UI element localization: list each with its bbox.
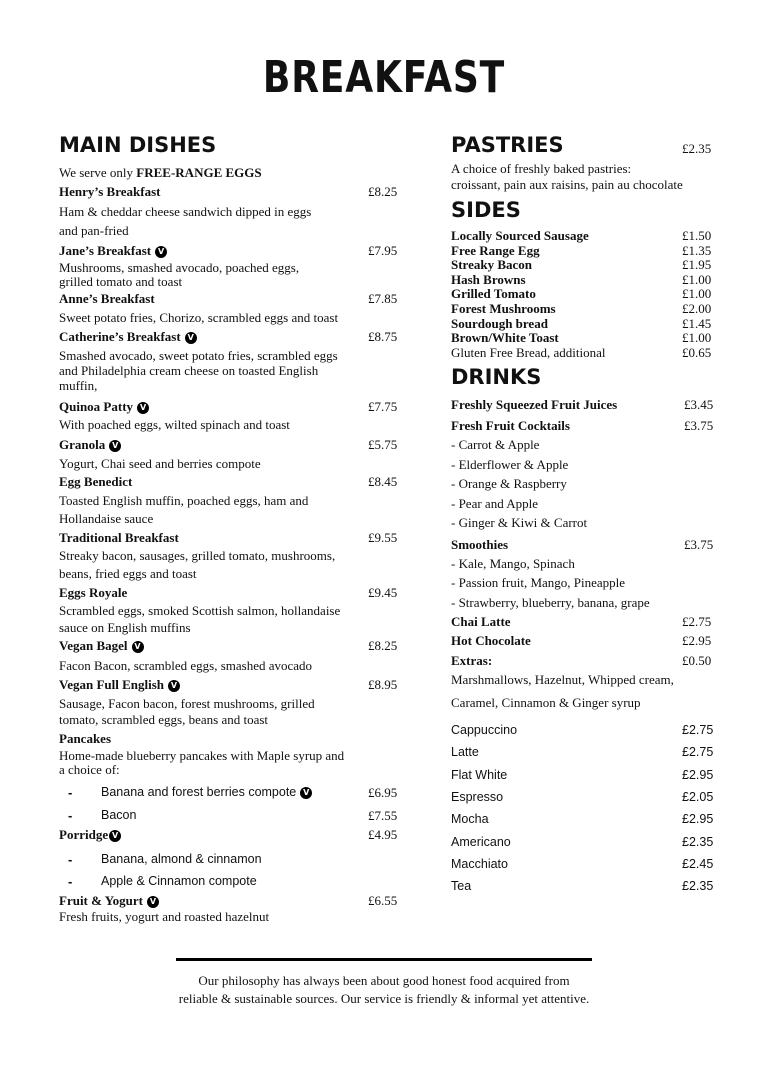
side-item-name: Gluten Free Bread, additional bbox=[451, 344, 606, 360]
vegan-icon: V bbox=[137, 402, 149, 414]
coffee-name: Tea bbox=[451, 879, 472, 894]
menu-item-desc: sauce on English muffins bbox=[59, 620, 191, 635]
menu-item-desc: a choice of: bbox=[59, 762, 120, 777]
drink-price: £2.95 bbox=[682, 633, 712, 648]
side-item-name: Forest Mushrooms bbox=[451, 301, 556, 316]
coffee-price: £2.75 bbox=[682, 745, 714, 760]
drink-price: £3.45 bbox=[684, 397, 714, 412]
side-item-name: Grilled Tomato bbox=[451, 286, 536, 302]
coffee-price: £2.75 bbox=[682, 723, 714, 737]
option-dash: - bbox=[68, 852, 73, 867]
pastries-desc: A choice of freshly baked pastries: bbox=[451, 161, 632, 176]
vegan-icon: V bbox=[109, 830, 121, 842]
menu-item-name: Pancakes bbox=[59, 731, 111, 746]
menu-item-price: £8.25 bbox=[368, 184, 398, 199]
menu-item-name: Catherine’s Breakfast V bbox=[59, 329, 197, 344]
side-item-price: £0.65 bbox=[682, 344, 712, 360]
menu-item-price: £9.55 bbox=[368, 530, 398, 545]
coffee-name: Espresso bbox=[451, 789, 504, 804]
menu-item-name: Anne’s Breakfast bbox=[59, 291, 155, 306]
porridge-option: Banana, almond & cinnamon bbox=[101, 852, 262, 866]
side-item-price: £1.45 bbox=[682, 315, 712, 331]
extras-desc: Marshmallows, Hazelnut, Whipped cream, bbox=[451, 672, 674, 687]
menu-item-name: Fruit & Yogurt V bbox=[59, 893, 159, 908]
drink-name: Hot Chocolate bbox=[451, 633, 531, 648]
menu-item-price: £8.95 bbox=[368, 677, 398, 692]
side-item-name: Locally Sourced Sausage bbox=[451, 228, 589, 243]
menu-item-desc: Sausage, Facon bacon, forest mushrooms, grilled bbox=[59, 696, 315, 711]
menu-item-price: £6.95 bbox=[368, 785, 398, 800]
extras-desc: Caramel, Cinnamon & Ginger syrup bbox=[451, 695, 641, 710]
smoothie-option: - Passion fruit, Mango, Pineapple bbox=[451, 575, 626, 590]
menu-item-desc: Scrambled eggs, smoked Scottish salmon, hollandaise bbox=[59, 603, 341, 618]
menu-item-desc: Mushrooms, smashed avocado, poached eggs, bbox=[59, 260, 300, 275]
footer-line: reliable & sustainable sources. Our service is friendly & informal yet attentive. bbox=[178, 991, 590, 1006]
drink-price: £2.75 bbox=[682, 614, 712, 629]
porridge-option: Apple & Cinnamon compote bbox=[101, 874, 257, 888]
coffee-price: £2.95 bbox=[682, 767, 714, 782]
side-item-price: £1.95 bbox=[682, 257, 712, 273]
coffee-name: Macchiato bbox=[451, 856, 508, 871]
side-item-price: £1.00 bbox=[682, 286, 712, 302]
drink-price: £3.75 bbox=[684, 537, 714, 552]
menu-item-desc: Hollandaise sauce bbox=[59, 511, 154, 526]
vegan-icon: V bbox=[185, 332, 197, 344]
menu-item-name: Jane’s Breakfast V bbox=[59, 243, 167, 258]
free-range-note: We serve only FREE-RANGE EGGS bbox=[59, 165, 262, 180]
menu-item-price: £9.45 bbox=[368, 585, 398, 600]
vegan-icon: V bbox=[300, 787, 312, 799]
side-item-name: Hash Browns bbox=[451, 271, 526, 287]
side-item-name: Free Range Egg bbox=[451, 242, 540, 258]
menu-item-name: Vegan Bagel V bbox=[59, 638, 144, 653]
menu-item-price: £7.55 bbox=[368, 808, 398, 823]
vegan-icon: V bbox=[147, 896, 159, 908]
menu-item-desc: Ham & cheddar cheese sandwich dipped in eggs bbox=[59, 204, 312, 219]
side-item-name: Sourdough bread bbox=[451, 315, 548, 331]
menu-item-price: £7.85 bbox=[368, 291, 398, 306]
drink-name: Extras: bbox=[451, 653, 493, 668]
menu-item-desc: beans, fried eggs and toast bbox=[59, 566, 197, 581]
side-item-name: Brown/White Toast bbox=[451, 330, 559, 346]
coffee-price: £2.35 bbox=[682, 879, 714, 894]
menu-item-name: Traditional Breakfast bbox=[59, 530, 179, 545]
vegan-icon: V bbox=[168, 680, 180, 692]
pastries-heading: PASTRIES bbox=[451, 133, 564, 157]
menu-item-desc: With poached eggs, wilted spinach and toast bbox=[59, 417, 290, 432]
menu-item-desc: tomato, scrambled eggs, beans and toast bbox=[59, 712, 269, 727]
menu-item-desc: grilled tomato and toast bbox=[59, 274, 183, 289]
menu-item-price: £8.45 bbox=[368, 474, 398, 489]
side-item-price: £1.50 bbox=[682, 228, 712, 243]
menu-item-desc: and Philadelphia cream cheese on toasted English bbox=[59, 363, 319, 378]
menu-item-desc: Streaky bacon, sausages, grilled tomato, mushrooms, bbox=[59, 548, 336, 563]
menu-item-price: £8.25 bbox=[368, 638, 398, 653]
drinks-heading: DRINKS bbox=[451, 365, 542, 389]
menu-item-desc: Fresh fruits, yogurt and roasted hazelnut bbox=[59, 909, 270, 924]
option-dash: - bbox=[68, 785, 73, 800]
side-item-name: Streaky Bacon bbox=[451, 257, 533, 273]
drink-name: Freshly Squeezed Fruit Juices bbox=[451, 397, 618, 412]
menu-item-name: Porridge V bbox=[59, 827, 121, 842]
option-dash: - bbox=[68, 874, 73, 889]
menu-item-price: £7.95 bbox=[368, 243, 398, 258]
menu-item-desc: Home-made blueberry pancakes with Maple syrup and bbox=[59, 748, 345, 763]
menu-item-desc: Yogurt, Chai seed and berries compote bbox=[59, 456, 261, 471]
coffee-name: Flat White bbox=[451, 767, 508, 782]
menu-item-price: £4.95 bbox=[368, 827, 398, 842]
vegan-icon: V bbox=[132, 641, 144, 653]
cocktail-option: - Ginger & Kiwi & Carrot bbox=[451, 515, 588, 530]
drink-name: Smoothies bbox=[451, 537, 509, 552]
menu-item-name: Vegan Full English V bbox=[59, 677, 180, 692]
cocktail-option: - Carrot & Apple bbox=[451, 437, 540, 452]
coffee-price: £2.95 bbox=[682, 812, 714, 827]
side-item-price: £2.00 bbox=[682, 301, 712, 316]
sides-heading: SIDES bbox=[451, 198, 521, 222]
pancake-option: Banana and forest berries compote V bbox=[101, 785, 312, 799]
page-title: BREAKFAST bbox=[262, 52, 506, 103]
menu-item-name: Egg Benedict bbox=[59, 474, 133, 489]
coffee-price: £2.45 bbox=[682, 856, 714, 871]
pastries-desc: croissant, pain aux raisins, pain au chocolate bbox=[451, 177, 683, 192]
menu-item-desc: Toasted English muffin, poached eggs, ham and bbox=[59, 493, 309, 508]
menu-item-desc: Facon Bacon, scrambled eggs, smashed avocado bbox=[59, 658, 313, 673]
drink-name: Chai Latte bbox=[451, 614, 511, 629]
coffee-name: Mocha bbox=[451, 812, 489, 827]
vegan-icon: V bbox=[155, 246, 167, 258]
menu-item-desc: Smashed avocado, sweet potato fries, scrambled eggs bbox=[59, 348, 338, 363]
side-item-price: £1.00 bbox=[682, 330, 712, 346]
menu-item-name: Quinoa Patty V bbox=[59, 399, 149, 414]
side-item-price: £1.00 bbox=[682, 271, 712, 287]
menu-item-desc: and pan-fried bbox=[59, 223, 129, 238]
drink-price: £0.50 bbox=[682, 653, 712, 668]
drink-name: Fresh Fruit Cocktails bbox=[451, 418, 570, 433]
main-dishes-heading: MAIN DISHES bbox=[59, 133, 217, 157]
cocktail-option: - Pear and Apple bbox=[451, 496, 539, 511]
menu-item-desc: muffin, bbox=[59, 378, 98, 393]
coffee-name: Latte bbox=[451, 745, 479, 760]
smoothie-option: - Strawberry, blueberry, banana, grape bbox=[451, 595, 650, 610]
menu-item-price: £5.75 bbox=[368, 437, 398, 452]
coffee-price: £2.35 bbox=[682, 834, 714, 849]
cocktail-option: - Elderflower & Apple bbox=[451, 457, 569, 472]
drink-price: £3.75 bbox=[684, 418, 714, 433]
coffee-price: £2.05 bbox=[682, 789, 714, 804]
side-item-price: £1.35 bbox=[682, 242, 712, 258]
footer-text bbox=[100, 972, 668, 1008]
footer-line: Our philosophy has always been about good honest food acquired from bbox=[198, 973, 570, 988]
pancake-option: Bacon bbox=[101, 808, 137, 822]
menu-item-price: £7.75 bbox=[368, 399, 398, 414]
menu-item-desc: Sweet potato fries, Chorizo, scrambled eggs and toast bbox=[59, 310, 339, 325]
coffee-name: Americano bbox=[451, 834, 511, 849]
menu-item-name: Henry’s Breakfast bbox=[59, 184, 161, 199]
menu-item-price: £6.55 bbox=[368, 893, 398, 908]
smoothie-option: - Kale, Mango, Spinach bbox=[451, 556, 575, 571]
menu-item-name: Eggs Royale bbox=[59, 585, 128, 600]
menu-item-price: £8.75 bbox=[368, 329, 398, 344]
coffee-name: Cappuccino bbox=[451, 723, 518, 737]
cocktail-option: - Orange & Raspberry bbox=[451, 476, 567, 491]
menu-item-name: Granola V bbox=[59, 437, 121, 452]
vegan-icon: V bbox=[109, 440, 121, 452]
option-dash: - bbox=[68, 808, 73, 823]
pastries-price: £2.35 bbox=[682, 141, 712, 156]
footer-divider bbox=[176, 958, 592, 961]
